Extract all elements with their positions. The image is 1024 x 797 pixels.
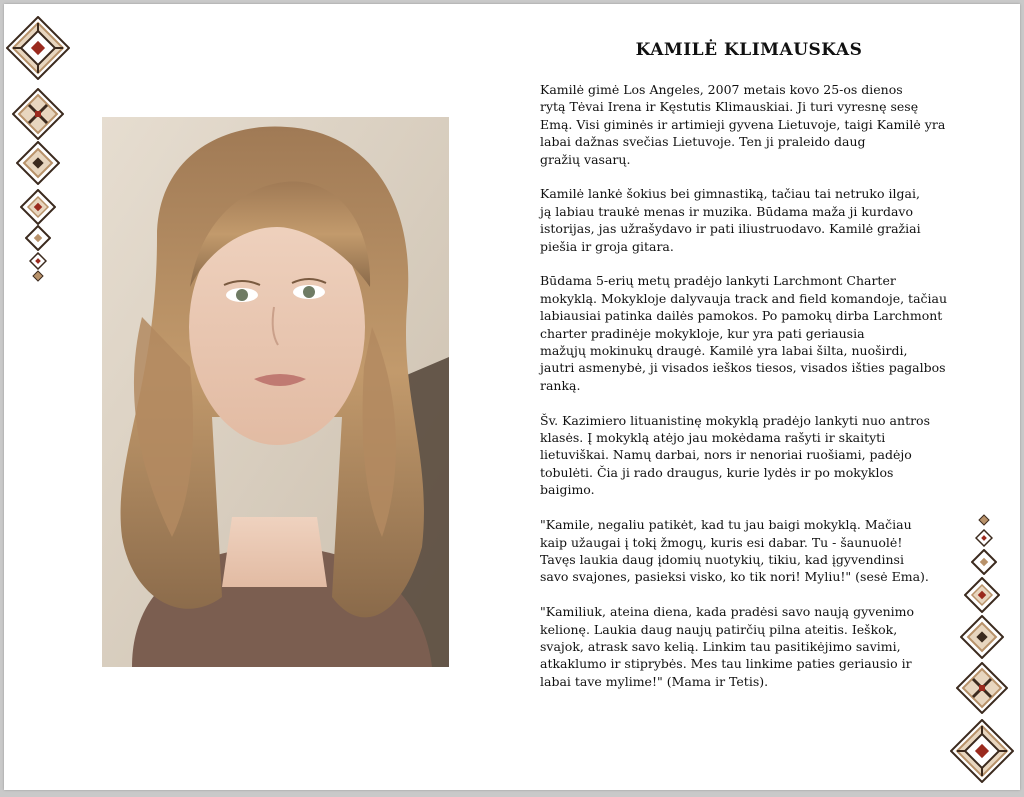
bio-paragraph: Būdama 5-erių metų pradėjo lankyti Larchmont Charter mokyklą. Mokykloje dalyvauja track and field komandoje, tačiau labiausiai patinka dailės pamokos. Po pamokų dirba Larchmont charter pradinėje mokykloje, kur yra pati geriausia mažųjų mokinukų draugė. Kamilė yra labai šilta, nuoširdi, jautri asmenybė, ji visados ieškos tiesos, visados išties pagalbos ranką. — [540, 273, 948, 393]
quote-paragraph-parents: "Kamiliuk, ateina diena, kada pradėsi savo naują gyvenimo kelionę. Laukia daug naujų patirčių pilna ateitis. Ieškok, svajok, atrask savo kelią. Linkim tau pasitikėjimo savimi, atkaklumo ir stiprybės. Mes tau linkime paties geriausio ir labai tave mylime!" (Mama ir Tetis). — [540, 604, 915, 689]
folk-ornament-icon — [975, 529, 993, 547]
biography-text — [540, 81, 960, 708]
bio-paragraph: Kamilė lankė šokius bei gimnastiką, tačiau tai netruko ilgai, ją labiau traukė menas ir muzika. Būdama maža ji kurdavo istorijas, jas užrašydavo ir pati iliustruodavo. Kamilė gražiai piešia ir groja gitara. — [540, 186, 921, 254]
page-title: KAMILĖ KLIMAUSKAS — [635, 40, 863, 60]
folk-ornament-icon — [950, 719, 1014, 783]
folk-ornament-icon — [20, 189, 56, 225]
folk-ornament-icon — [25, 225, 51, 251]
bio-paragraph: Kamilė gimė Los Angeles, 2007 metais kovo 25-os dienos rytą Tėvai Irena ir Kęstutis Klimauskiai. Ji turi vyresnę sesę Emą. Visi giminės ir artimieji gyvena Lietuvoje, taigi Kamilė yra labai dažnas svečias Lietuvoje. Ten ji praleido daug gražių vasarų. — [540, 82, 946, 167]
folk-ornament-icon — [29, 252, 47, 270]
folk-ornament-icon — [12, 88, 64, 140]
portrait-image — [102, 117, 449, 667]
folk-ornament-icon — [16, 141, 60, 185]
bio-paragraph: Šv. Kazimiero lituanistinę mokyklą pradėjo lankyti nuo antros klasės. Į mokyklą atėjo jau mokėdama rašyti ir skaityti lietuviškai. Namų darbai, nors ir nenoriai ruošiami, padėjo tobulėti. Čia ji rado draugus, kurie lydės ir po mokyklos baigimo. — [540, 412, 931, 498]
quote-paragraph-sister: "Kamile, negaliu patikėt, kad tu jau baigi mokyklą. Mačiau kaip užaugai į tokį žmogų, kuris esi dabar. Tu - šaunuolė! Tavęs laukia daug įdomių nuotykių, tikiu, kad įgyvendinsi savo svajones, pasieksi visko, ko tik nori! Myliu!" (sesė Ema). — [540, 517, 929, 585]
folk-ornament-icon — [6, 16, 70, 80]
folk-ornament-icon — [32, 270, 44, 282]
folk-ornament-icon — [971, 549, 997, 575]
portrait-photo — [102, 117, 449, 667]
folk-ornament-icon — [964, 577, 1000, 613]
folk-ornament-icon — [960, 615, 1004, 659]
ornament-column-left — [4, 4, 84, 304]
folk-ornament-icon — [978, 514, 990, 526]
folk-ornament-icon — [956, 662, 1008, 714]
document-page — [4, 4, 1020, 790]
